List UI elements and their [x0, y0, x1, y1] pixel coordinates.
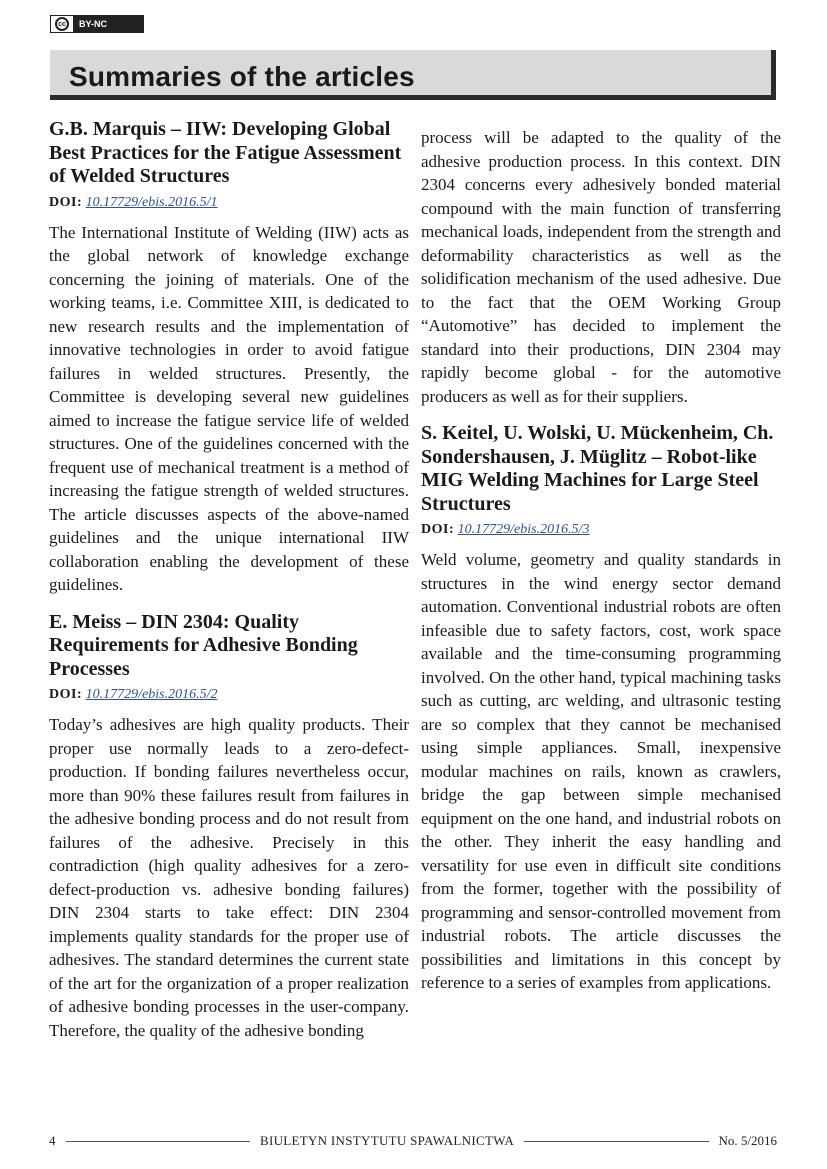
doi-line: [421, 520, 781, 540]
doi-link[interactable]: 10.17729/ebis.2016.5/1: [85, 194, 218, 210]
right-column: [421, 126, 781, 995]
section-header: [50, 50, 776, 100]
doi-line: [49, 193, 409, 213]
doi-line: [49, 685, 409, 705]
doi-link[interactable]: 10.17729/ebis.2016.5/3: [457, 522, 590, 537]
page-footer: [49, 1131, 777, 1151]
footer-rule: [66, 1141, 250, 1142]
page-number: 4: [49, 1133, 56, 1148]
cc-icon: cc: [51, 16, 73, 32]
issue-number: No. 5/2016: [718, 1133, 778, 1148]
license-label: BY-NC: [73, 16, 143, 32]
article-abstract: Today’s adhesives are high quality products. Their proper use normally leads to a zero-defect-production. If bonding failures nevertheless occur, more than 90% these failures result from failures in the adhesive bonding process and do not result from failures of the adhesive. Precisely in this contradiction (high quality adhesives for a zero-defect-production vs. adhesive bonding failures) DIN 2304 starts to take effect: DIN 2304 implements quality standards for the proper use of adhesives. The standard determines the current state of the art for the organization of a proper realization of adhesive bonding processes in the user-company. Therefore, the quality of the adhesive bonding: [49, 715, 409, 1040]
cc-license-badge: [50, 15, 144, 33]
doi-link[interactable]: 10.17729/ebis.2016.5/2: [85, 687, 218, 702]
article-title: S. Keitel, U. Wolski, U. Mückenheim, Ch. Sondershausen, J. Müglitz – Robot-like MIG Welding Machines for Large Steel Structures: [421, 422, 774, 515]
article-abstract: The International Institute of Welding (IIW) acts as the global network of knowledge exchange concerning the joining of materials. One of the working teams, i.e. Committee XIII, is dedicated to new research results and the implementation of innovative technologies in order to avoid fatigue failures in welded structures. Presently, the Committee is developing several new guidelines aimed to increase the fatigue service life of welded structures. One of the guidelines concerned with the frequent use of mechanical treatment is a method of increasing the fatigue strength of welded structures. The article discusses aspects of the above-named guidelines and the unique international IIW collaboration enabling the development of these guidelines.: [49, 222, 409, 594]
doi-label: DOI:: [49, 687, 83, 702]
left-column: [49, 118, 409, 1042]
doi-label: DOI:: [421, 522, 455, 537]
section-title: Summaries of the articles: [69, 61, 415, 92]
article-abstract-continued: process will be adapted to the quality of the adhesive production process. In this context. DIN 2304 concerns every adhesively bonded material compound with the main function of transferring mechanical loads, independent from the strength and deformability characteristics as well as the solidification mechanism of the used adhesive. Due to the fact that the OEM Working Group “Automotive” has decided to implement the standard into their productions, DIN 2304 may rapidly become global - for the automotive producers as well as for their suppliers.: [421, 128, 781, 406]
article-3: [421, 422, 781, 995]
article-abstract: Weld volume, geometry and quality standards in structures in the wind energy sector demand automation. Conventional industrial robots are often infeasible due to safety factors, cost, work space available and the time-consuming programming involved. On the other hand, typical machining tasks such as cutting, arc welding, and ultrasonic testing are so complex that they cannot be mechanised using simple appliances. Small, inexpensive modular machines on rails, known as crawlers, bridge the gap between simple mechanised equipment on the one hand, and industrial robots on the other. They inherit the easy handling and versatility for use even in difficult site conditions from the former, together with the possibility of programming and sensor-controlled movement from industrial robots. The article discusses the possibilities and limitations in this concept by reference to a series of examples from applications.: [421, 550, 781, 992]
article-title: G.B. Marquis – IIW: Developing Global Best Practices for the Fatigue Assessment of Welded Structures: [49, 118, 402, 187]
article-1: [49, 118, 409, 597]
journal-name: BIULETYN INSTYTUTU SPAWALNICTWA: [259, 1133, 515, 1148]
article-2: [49, 611, 409, 1043]
doi-label: DOI:: [49, 194, 83, 210]
article-title: E. Meiss – DIN 2304: Quality Requirements for Adhesive Bonding Processes: [49, 610, 358, 680]
footer-rule: [524, 1141, 708, 1142]
